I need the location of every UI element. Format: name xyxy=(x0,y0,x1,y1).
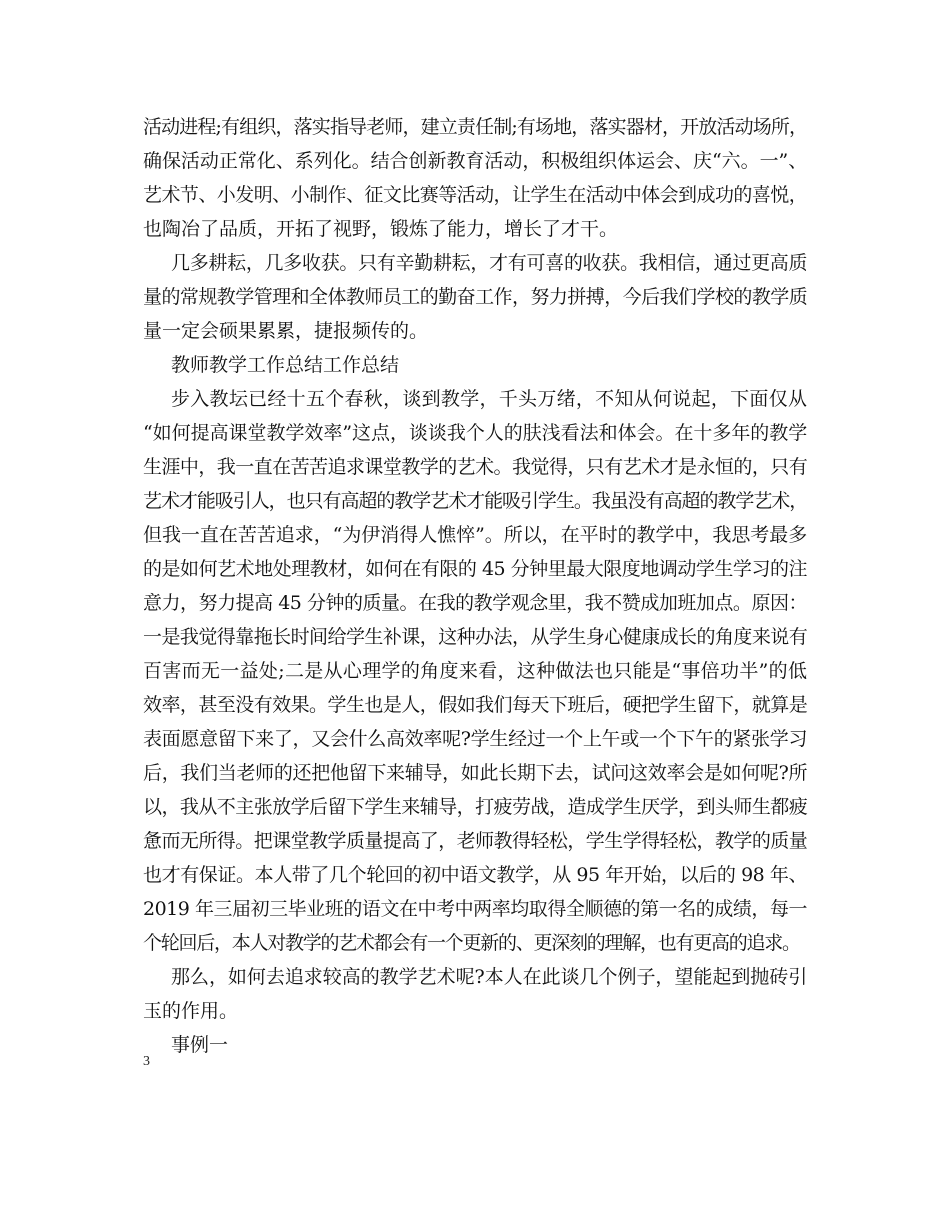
text-line: 但我一直在苦苦追求，“为伊消得人憔悴”。所以，在平时的教学中，我思考最多 xyxy=(143,524,807,546)
text-line: 生涯中，我一直在苦苦追求课堂教学的艺术。我觉得，只有艺术才是永恒的，只有 xyxy=(143,456,807,478)
text-line: 艺术节、小发明、小制作、征文比赛等活动，让学生在活动中体会到成功的喜悦， xyxy=(143,184,807,206)
subsection-heading: 事例一 xyxy=(171,1034,229,1056)
text-line: 量一定会硕果累累，捷报频传的。 xyxy=(143,320,429,342)
section-heading: 教师教学工作总结工作总结 xyxy=(171,354,400,376)
page-number: 3 xyxy=(143,1054,150,1069)
text-line: 百害而无一益处;二是从心理学的角度来看，这种做法也只能是“事倍功半”的低 xyxy=(143,660,807,682)
paragraph-first-line: 步入教坛已经十五个春秋，谈到教学，千头万绪，不知从何说起，下面仅从 xyxy=(171,388,807,410)
paragraph-first-line: 几多耕耘，几多收获。只有辛勤耕耘，才有可喜的收获。我相信，通过更高质 xyxy=(171,252,807,274)
text-line: 也陶冶了品质，开拓了视野，锻炼了能力，增长了才干。 xyxy=(143,218,619,240)
text-line: 玉的作用。 xyxy=(143,1000,239,1022)
text-line: 惫而无所得。把课堂教学质量提高了，老师教得轻松，学生学得轻松，教学的质量 xyxy=(143,830,807,852)
text-line: 的是如何艺术地处理教材，如何在有限的 45 分钟里最大限度地调动学生学习的注 xyxy=(143,558,807,580)
text-line: 2019 年三届初三毕业班的语文在中考中两率均取得全顺德的第一名的成绩，每一 xyxy=(143,898,807,920)
document-body xyxy=(143,110,807,1062)
text-line: 个轮回后，本人对教学的艺术都会有一个更新的、更深刻的理解，也有更高的追求。 xyxy=(143,932,800,954)
text-line: 艺术才能吸引人，也只有高超的教学艺术才能吸引学生。我虽没有高超的教学艺术， xyxy=(143,490,807,512)
text-line: 一是我觉得靠拖长时间给学生补课，这种办法，从学生身心健康成长的角度来说有 xyxy=(143,626,807,648)
text-line: 后，我们当老师的还把他留下来辅导，如此长期下去，试问这效率会是如何呢?所 xyxy=(143,762,807,784)
text-line: 量的常规教学管理和全体教师员工的勤奋工作，努力拼搏，今后我们学校的教学质 xyxy=(143,286,807,308)
text-line: 表面愿意留下来了，又会什么高效率呢?学生经过一个上午或一个下午的紧张学习 xyxy=(143,728,807,750)
text-line: 活动进程;有组织，落实指导老师，建立责任制;有场地，落实器材，开放活动场所， xyxy=(143,116,807,138)
paragraph-first-line: 那么，如何去追求较高的教学艺术呢?本人在此谈几个例子，望能起到抛砖引 xyxy=(171,966,807,988)
text-line: 也才有保证。本人带了几个轮回的初中语文教学，从 95 年开始，以后的 98 年、 xyxy=(143,864,807,886)
text-line: “如何提高课堂教学效率”这点，谈谈我个人的肤浅看法和体会。在十多年的教学 xyxy=(143,422,807,444)
text-line: 意力，努力提高 45 分钟的质量。在我的教学观念里，我不赞成加班加点。原因： xyxy=(143,592,807,614)
text-line: 效率，甚至没有效果。学生也是人，假如我们每天下班后，硬把学生留下，就算是 xyxy=(143,694,807,716)
text-line: 确保活动正常化、系列化。结合创新教育活动，积极组织体运会、庆“六。一”、 xyxy=(143,150,807,172)
text-line: 以，我从不主张放学后留下学生来辅导，打疲劳战，造成学生厌学，到头师生都疲 xyxy=(143,796,807,818)
